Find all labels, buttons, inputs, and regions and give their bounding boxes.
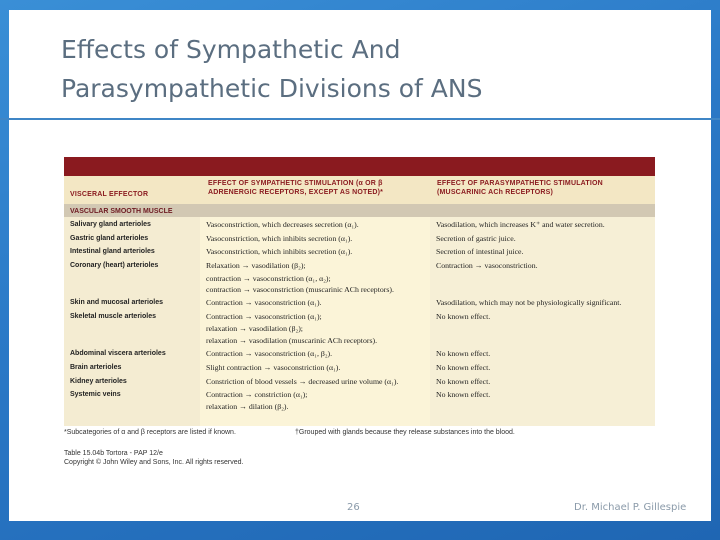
effector-item: Abdominal viscera arterioles [70, 350, 166, 357]
slide-title-line-1: Effects of Sympathetic And [61, 35, 401, 64]
header-visceral-effector: VISCERAL EFFECTOR [70, 191, 149, 198]
slide-title-line-2: Parasympathetic Divisions of ANS [61, 74, 483, 103]
author-footer: Dr. Michael P. Gillespie [574, 502, 687, 513]
header-sympathetic-line-1: EFFECT OF SYMPATHETIC STIMULATION (α OR β [208, 180, 383, 187]
slide-title [61, 30, 681, 108]
sympathetic-line: relaxation → dilation (β₂). [206, 402, 289, 411]
title-divider [0, 118, 720, 120]
parasympathetic-line: Contraction → vasoconstriction. [436, 261, 538, 271]
section-label: VASCULAR SMOOTH MUSCLE [70, 208, 173, 215]
parasympathetic-line: No known effect. [436, 363, 491, 372]
header-parasympathetic-line-1: EFFECT OF PARASYMPATHETIC STIMULATION [437, 180, 603, 187]
effector-item: Skin and mucosal arterioles [70, 299, 163, 306]
parasympathetic-line: No known effect. [436, 349, 491, 358]
effector-item: Salivary gland arterioles [70, 221, 151, 228]
sympathetic-line: Vasoconstriction, which decreases secretion (α₁). [206, 220, 359, 229]
sympathetic-line: Relaxation → vasodilation (β₂); [206, 261, 306, 271]
table-footnotes [64, 429, 664, 441]
parasympathetic-line: No known effect. [436, 377, 491, 386]
sympathetic-line: relaxation → vasodilation (β₂); [206, 324, 303, 333]
sympathetic-line: relaxation → vasodilation (muscarinic ACh receptors). [206, 336, 378, 345]
sympathetic-line: Contraction → vasoconstriction (α₁); [206, 312, 322, 321]
table-top-band [64, 157, 655, 176]
parasympathetic-line: Secretion of gastric juice. [436, 233, 516, 243]
sympathetic-line: Vasoconstriction, which inhibits secretion (α₁). [206, 247, 353, 257]
footnote-glands: †Grouped with glands because they release substances into the blood. [295, 429, 515, 436]
parasympathetic-line: No known effect. [436, 390, 491, 399]
sympathetic-line: Contraction → vasoconstriction (α₁, β₂). [206, 349, 333, 358]
sympathetic-line: contraction → vasoconstriction (α₁, α₂); [206, 273, 331, 283]
effector-item: Brain arterioles [70, 364, 122, 371]
footnote-receptors: *Subcategories of α and β receptors are listed if known. [64, 429, 236, 436]
sympathetic-line: Slight contraction → vasoconstriction (α₁). [206, 363, 341, 372]
parasympathetic-line: Vasodilation, which may not be physiologically significant. [436, 298, 622, 307]
header-parasympathetic [437, 179, 652, 197]
sympathetic-line: Constriction of blood vessels → decreased urine volume (α₁). [206, 377, 399, 386]
sympathetic-line: Contraction → vasoconstriction (α₁). [206, 298, 322, 307]
credit-copyright: Copyright © John Wiley and Sons, Inc. All rights reserved. [64, 459, 244, 466]
header-sympathetic-line-2: ADRENERGIC RECEPTORS, EXCEPT AS NOTED)* [208, 189, 384, 196]
credit-source: Table 15.04b Tortora - PAP 12/e [64, 450, 163, 457]
table-credit [64, 449, 243, 467]
effector-item: Skeletal muscle arterioles [70, 313, 156, 320]
effector-item: Kidney arterioles [70, 378, 127, 385]
effector-item: Gastric gland arterioles [70, 234, 149, 242]
header-parasympathetic-line-2: (MUSCARINIC ACh RECEPTORS) [437, 189, 554, 196]
parasympathetic-line: No known effect. [436, 312, 491, 321]
header-sympathetic [208, 179, 428, 197]
sympathetic-line: Vasoconstriction, which inhibits secretion (α₁). [206, 233, 353, 243]
effector-item: Systemic veins [70, 391, 121, 398]
ans-effects-table [64, 157, 655, 426]
page-number: 26 [347, 502, 360, 513]
sympathetic-line: Contraction → constriction (α₁); [206, 390, 308, 399]
effector-item: Coronary (heart) arterioles [70, 262, 159, 270]
parasympathetic-line: Secretion of intestinal juice. [436, 247, 524, 257]
sympathetic-line: contraction → vasoconstriction (muscarinic ACh receptors). [206, 285, 394, 294]
effector-item: Intestinal gland arterioles [70, 248, 155, 256]
parasympathetic-line: Vasodilation, which increases K⁺ and water secretion. [436, 220, 605, 229]
